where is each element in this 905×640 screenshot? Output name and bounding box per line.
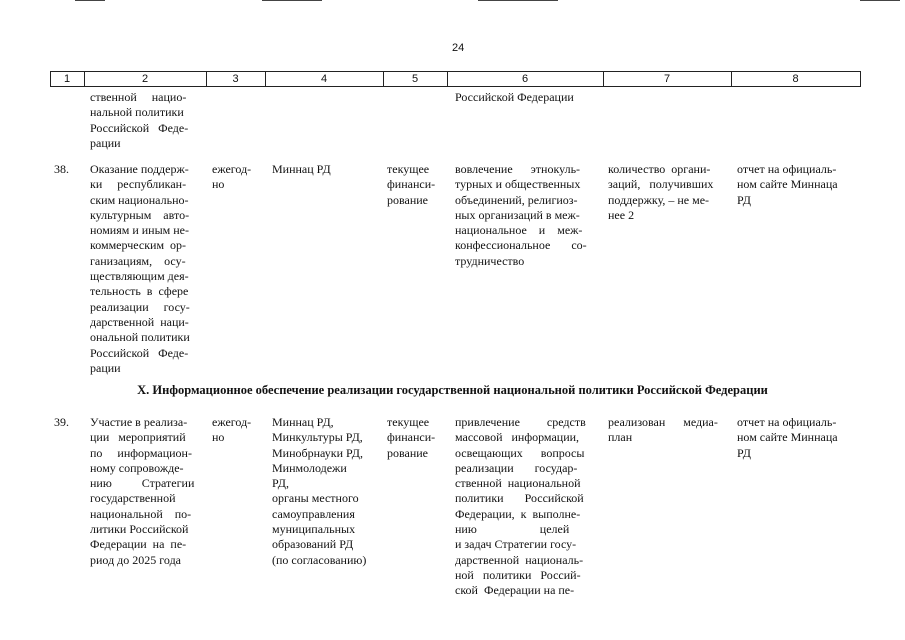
column-header-5: 5 xyxy=(411,73,419,85)
table-header-top-border xyxy=(50,71,861,72)
measure-text: Участие в реализа- ции мероприятий по информацион- ному сопровожде- нию Стратегии государственной национальной по- литики Российской Федерации на пе- риод до 2025 года xyxy=(90,415,195,567)
row-number: 38. xyxy=(54,162,69,176)
row-number: 39. xyxy=(54,415,69,429)
scan-mark xyxy=(478,0,558,1)
column-header-3: 3 xyxy=(232,73,239,85)
executors-text: Миннац РД xyxy=(272,162,331,176)
column-header-2: 2 xyxy=(141,73,149,85)
column-header-8: 8 xyxy=(792,73,799,85)
indicator-text: реализован медиа- план xyxy=(608,415,718,445)
report-text: отчет на официаль- ном сайте Миннаца РД xyxy=(737,415,838,460)
funding-source-text: текущее финанси- рование xyxy=(387,162,436,207)
period-text: ежегод- но xyxy=(212,162,252,192)
indicator-text: количество органи- заций, получивших поддержку, – не ме- нее 2 xyxy=(608,162,714,222)
page-number: 24 xyxy=(452,42,465,54)
period-text: ежегод- но xyxy=(212,415,252,445)
column-header-4: 4 xyxy=(320,73,328,85)
column-header-1: 1 xyxy=(63,73,71,85)
carryover-result-text: Российской Федерации xyxy=(455,90,574,104)
scan-mark xyxy=(860,0,900,1)
carryover-measure-text: ственной нацио- нальной политики Российской Феде- рации xyxy=(90,90,189,150)
table-header-bottom-border xyxy=(50,86,861,87)
scan-mark xyxy=(75,0,105,1)
column-header-7: 7 xyxy=(663,73,671,85)
column-header-6: 6 xyxy=(521,73,529,85)
section-heading: X. Информационное обеспечение реализации государственной национальной политики Российской Федерации xyxy=(137,383,768,397)
result-text: привлечение средств массовой информации, освещающих вопросы реализации государ- ственной национальной политики Российской Федерации, к выполне- нию целей и задач Стратегии госу- дарственной нaциональ- ной политики Россий- ской Федерации на пе- xyxy=(455,415,586,598)
scan-mark xyxy=(262,0,322,1)
result-text: вовлечение этнокуль- турных и общественных объединений, религиоз- ных организаций в меж- национальное и меж- конфессиональное со- трудничество xyxy=(455,162,587,268)
funding-source-text: текущее финанси- рование xyxy=(387,415,436,460)
executors-text: Миннац РД, Минкультуры РД, Минобрнауки РД, Минмолодежи РД, органы местного самоуправления муниципальных образований РД (по согласованию) xyxy=(272,415,367,567)
column-separator xyxy=(860,72,861,86)
measure-text: Оказание поддерж- ки республикан- ским национально- культурным авто- номиям и иным не- коммерческим ор- ганизациям, осу- ществляющим дея- тельность в сфере реализации госу- дарственной нaци- ональной политики Российской Феде- рации xyxy=(90,162,190,375)
report-text: отчет на официаль- ном сайте Миннаца РД xyxy=(737,162,838,207)
